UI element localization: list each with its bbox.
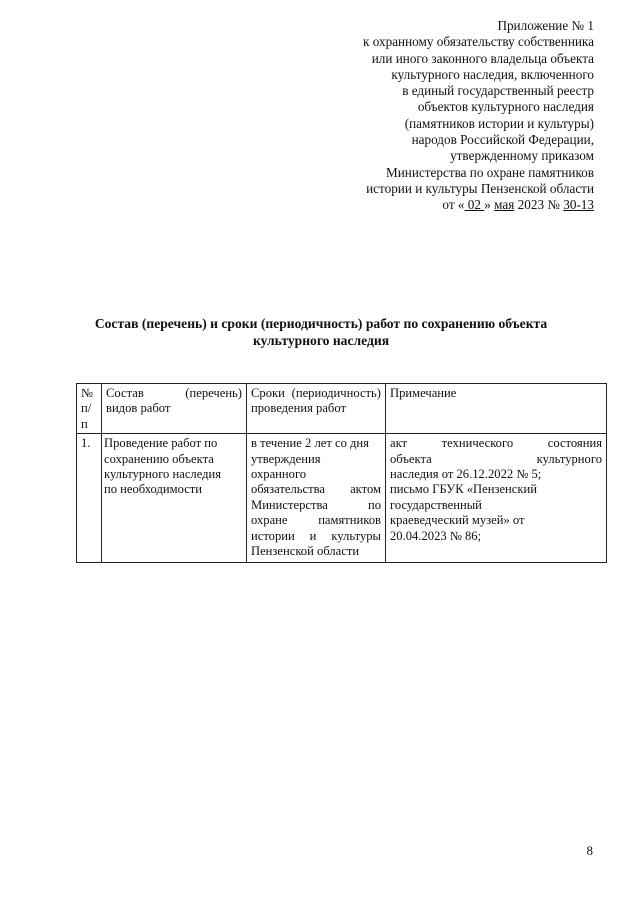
appendix-line: к охранному обязательству собственника (363, 34, 594, 50)
order-year-no: 2023 № (514, 197, 564, 213)
page-number: 8 (586, 843, 593, 858)
appendix-line: Министерства по охране памятников (386, 164, 594, 180)
order-quote-close: » (484, 197, 495, 213)
appendix-line: или иного законного владельца объекта (371, 50, 594, 66)
appendix-line: (памятников истории и культуры) (404, 115, 594, 131)
appendix-line: культурного наследия, включенного (391, 66, 594, 82)
table-row (77, 434, 607, 563)
header-term: Сроки (периодичность) проведения работ (247, 384, 386, 434)
appendix-line: истории и культуры Пензенской области (366, 180, 594, 196)
order-day: 02 (464, 197, 485, 213)
appendix-header (304, 18, 594, 214)
row-term: в течение 2 лет со дня утверждения охранного обязательства актом Министерства по охране памятников истории и культуры Пензенской области (247, 434, 386, 563)
document-title (76, 315, 566, 349)
appendix-line: объектов культурного наследия (417, 99, 594, 115)
appendix-line: утвержденному приказом (450, 148, 594, 164)
row-num: 1. (77, 434, 102, 563)
order-prefix: от « (442, 197, 465, 213)
header-note: Примечание (386, 384, 607, 434)
order-number: 30-13 (563, 197, 594, 213)
appendix-line: в единый государственный реестр (402, 83, 594, 99)
table-header-row (77, 384, 607, 434)
title-line-2: культурного наследия (252, 333, 390, 348)
title-line-1: Состав (перечень) и сроки (периодичность) работ по сохранению объекта (94, 316, 548, 331)
appendix-line: народов Российской Федерации, (411, 132, 594, 148)
row-note: акт технического состояния объекта культурного наследия от 26.12.2022 № 5; письмо ГБУК «Пензенский государственный краеведческий музей» от 20.04.2023 № 86; (386, 434, 607, 563)
appendix-line: Приложение № 1 (497, 18, 594, 33)
order-month: мая (494, 197, 515, 213)
header-num: № п/ п (77, 384, 102, 434)
header-work: Состав (перечень) видов работ (102, 384, 247, 434)
works-table (76, 383, 607, 563)
order-reference (304, 197, 594, 213)
row-work: Проведение работ по сохранению объекта культурного наследия по необходимости (102, 434, 247, 563)
